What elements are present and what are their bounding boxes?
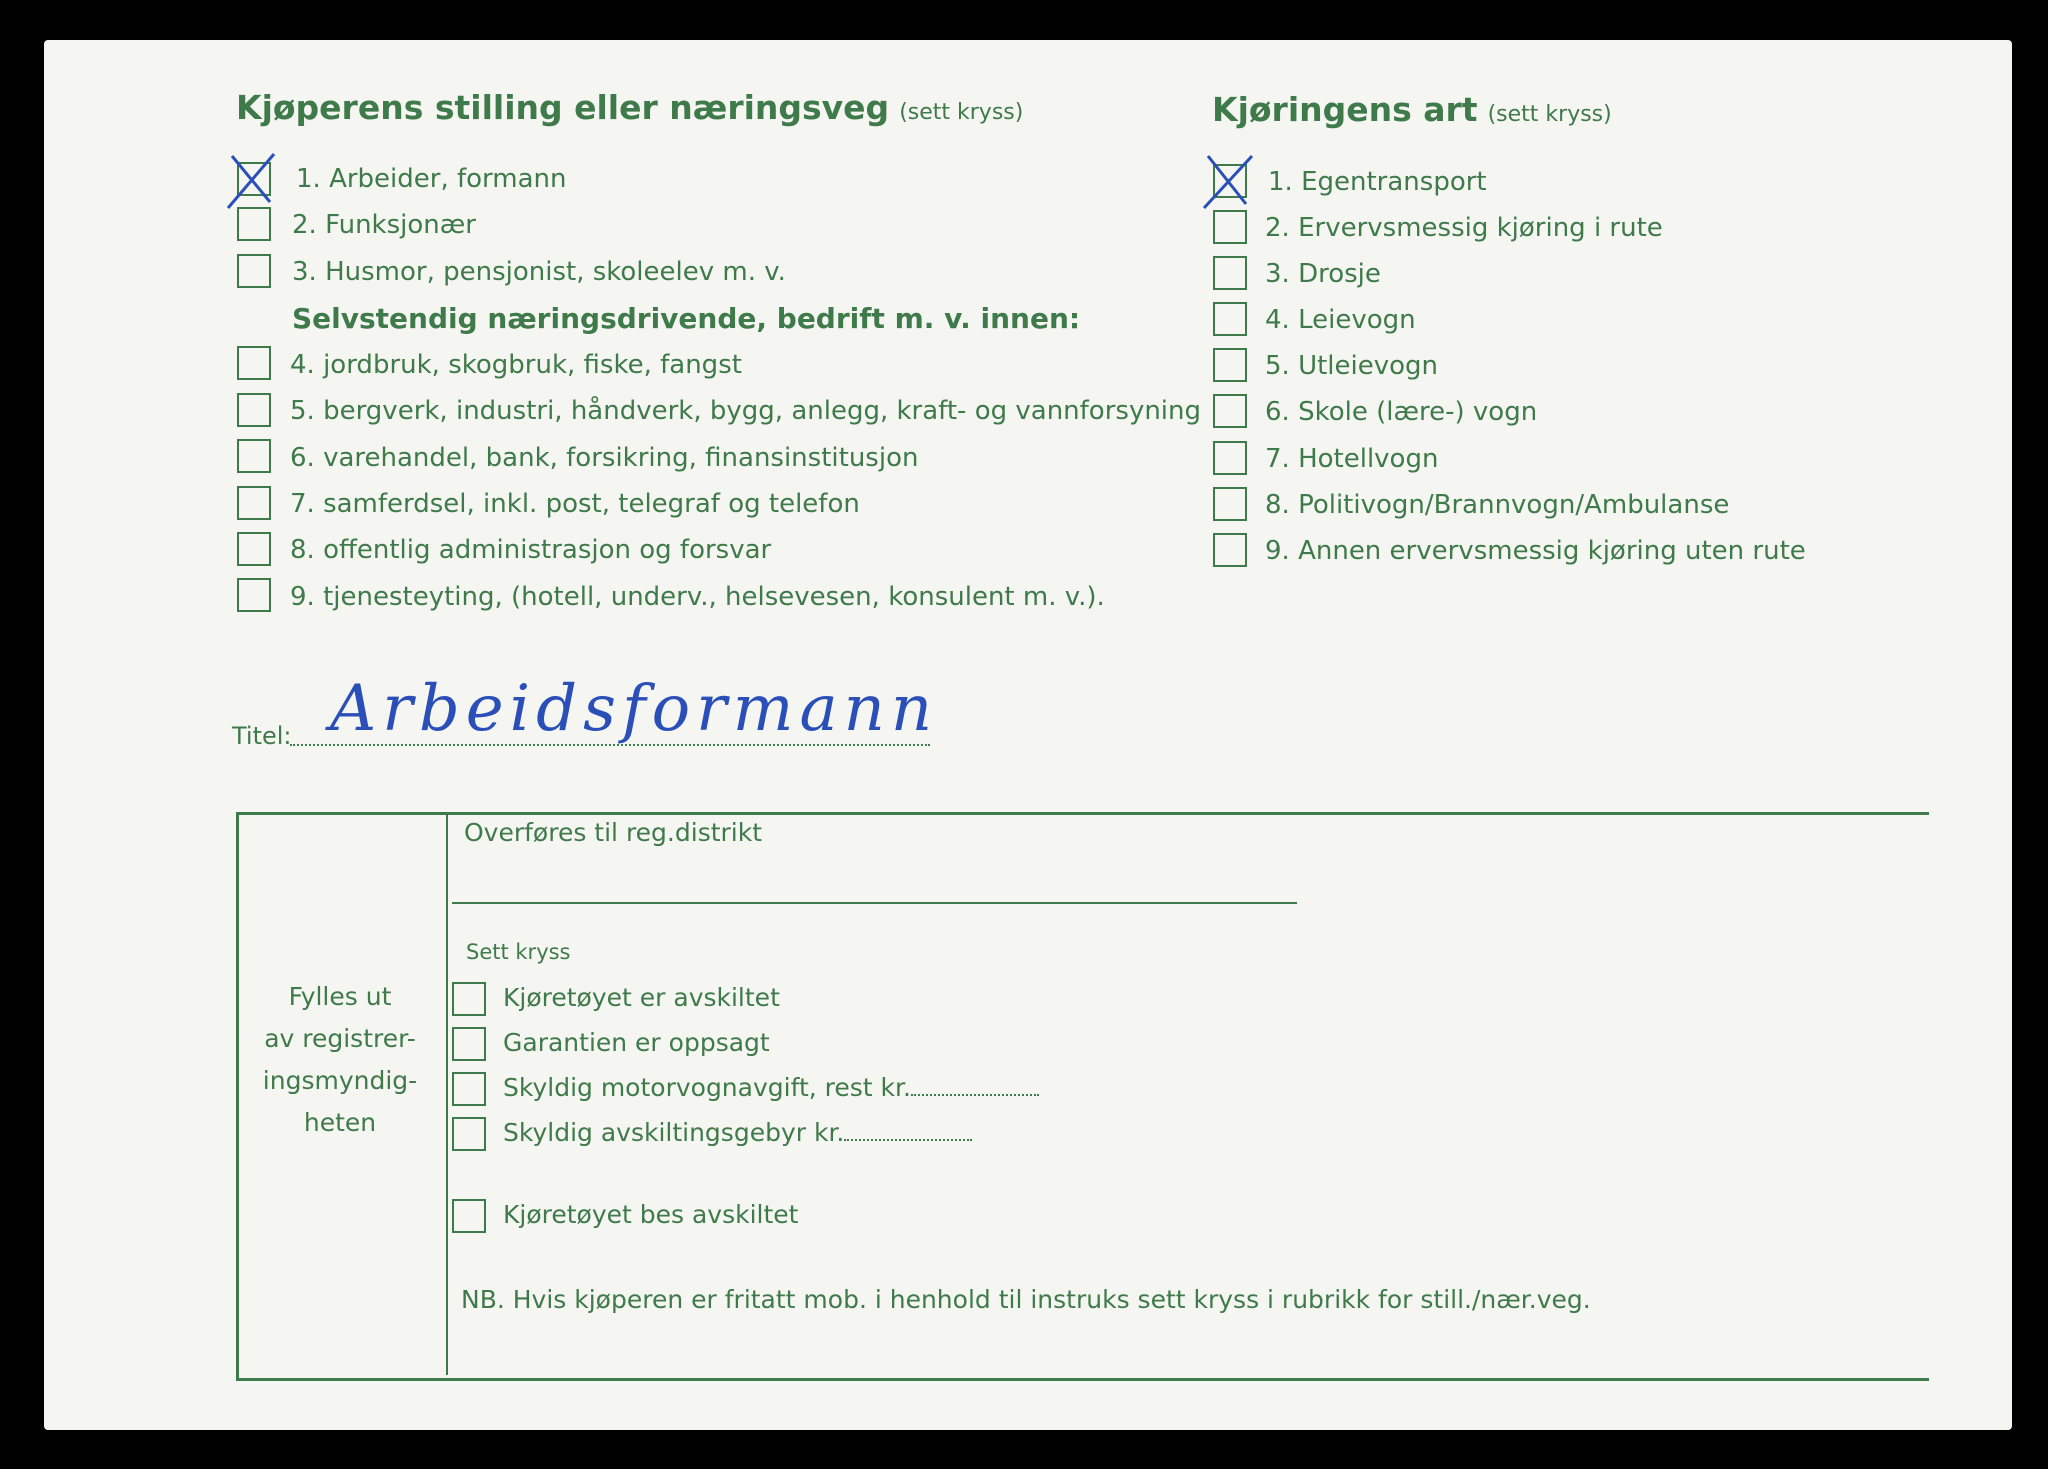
left-heading-text: Kjøperens stilling eller næringsveg	[236, 88, 890, 127]
check-motorvognavgift	[503, 1073, 1039, 1103]
option-leievogn: 4. Leievogn	[1265, 305, 1416, 335]
check-motorvognavgift-label: Skyldig motorvognavgift, rest kr.	[503, 1073, 911, 1102]
transfer-label: Overføres til reg.distrikt	[464, 818, 763, 847]
option-tjenesteyting: 9. tjenesteyting, (hotell, underv., helsevesen, konsulent m. v.).	[290, 582, 1105, 612]
handwritten-cross-icon	[1198, 150, 1258, 210]
check-avskiltingsgebyr-label: Skyldig avskiltingsgebyr kr.	[503, 1118, 845, 1147]
checkbox-funksjonaer[interactable]	[237, 207, 271, 241]
checkbox-offentlig[interactable]	[237, 532, 271, 566]
amount-dotted-line[interactable]	[911, 1094, 1039, 1096]
option-bergverk: 5. bergverk, industri, håndverk, bygg, anlegg, kraft- og vannforsyning	[290, 396, 1202, 426]
check-garantien-label: Garantien er oppsagt	[503, 1028, 770, 1057]
checkbox-bergverk[interactable]	[237, 393, 271, 427]
side-label	[250, 976, 430, 1144]
checkbox-tjenesteyting[interactable]	[237, 578, 271, 612]
option-skolevogn: 6. Skole (lære-) vogn	[1265, 397, 1538, 427]
checkbox-rute[interactable]	[1213, 210, 1247, 244]
right-heading-text: Kjøringens art	[1212, 90, 1478, 129]
option-arbeider: 1. Arbeider, formann	[296, 164, 567, 194]
option-annen: 9. Annen ervervsmessig kjøring uten rute	[1265, 536, 1806, 566]
check-avskiltet-label: Kjøretøyet er avskiltet	[503, 983, 780, 1012]
option-politivogn: 8. Politivogn/Brannvogn/Ambulanse	[1265, 490, 1730, 520]
option-drosje: 3. Drosje	[1265, 259, 1381, 289]
transfer-line[interactable]	[452, 902, 1297, 904]
checkbox-annen[interactable]	[1213, 533, 1247, 567]
titel-handwritten-value[interactable]: Arbeidsformann	[330, 672, 939, 746]
subheading-selvstendig: Selvstendig næringsdrivende, bedrift m. v. innen:	[292, 302, 1081, 335]
option-funksjonaer: 2. Funksjonær	[292, 210, 476, 240]
left-heading	[236, 88, 1023, 127]
checkbox-drosje[interactable]	[1213, 256, 1247, 290]
option-rute: 2. Ervervsmessig kjøring i rute	[1265, 213, 1663, 243]
checkbox-bes-avskiltet[interactable]	[452, 1199, 486, 1233]
amount-dotted-line[interactable]	[844, 1139, 972, 1141]
check-avskiltingsgebyr	[503, 1118, 972, 1148]
side-label-line: heten	[303, 1108, 377, 1137]
checkbox-motorvognavgift[interactable]	[452, 1072, 486, 1106]
right-heading	[1212, 90, 1612, 129]
checkbox-hotellvogn[interactable]	[1213, 441, 1247, 475]
option-varehandel: 6. varehandel, bank, forsikring, finansinstitusjon	[290, 443, 919, 473]
checkbox-avskiltet[interactable]	[452, 982, 486, 1016]
checkbox-politivogn[interactable]	[1213, 487, 1247, 521]
side-label-line: av registrer-	[264, 1024, 416, 1053]
checkbox-jordbruk[interactable]	[237, 346, 271, 380]
option-egentransport: 1. Egentransport	[1268, 167, 1487, 197]
option-husmor: 3. Husmor, pensjonist, skoleelev m. v.	[292, 257, 786, 287]
checkbox-samferdsel[interactable]	[237, 486, 271, 520]
checkbox-utleievogn[interactable]	[1213, 348, 1247, 382]
checkbox-leievogn[interactable]	[1213, 302, 1247, 336]
option-samferdsel: 7. samferdsel, inkl. post, telegraf og telefon	[290, 489, 860, 519]
option-offentlig: 8. offentlig administrasjon og forsvar	[290, 535, 772, 565]
right-heading-note: (sett kryss)	[1487, 102, 1612, 127]
handwritten-cross-icon	[222, 150, 282, 210]
checkbox-varehandel[interactable]	[237, 439, 271, 473]
option-hotellvogn: 7. Hotellvogn	[1265, 444, 1439, 474]
left-heading-note: (sett kryss)	[899, 100, 1024, 125]
side-label-line: Fylles ut	[288, 982, 392, 1011]
checkbox-avskiltingsgebyr[interactable]	[452, 1117, 486, 1151]
option-utleievogn: 5. Utleievogn	[1265, 351, 1439, 381]
check-bes-avskiltet-label: Kjøretøyet bes avskiltet	[503, 1200, 799, 1229]
checkbox-husmor[interactable]	[237, 254, 271, 288]
checkbox-garantien[interactable]	[452, 1027, 486, 1061]
registration-divider	[446, 812, 448, 1375]
nb-note: NB. Hvis kjøperen er fritatt mob. i henhold til instruks sett kryss i rubrikk for still./nær.veg.	[461, 1285, 1591, 1314]
titel-label: Titel:	[232, 722, 292, 750]
sett-kryss-label: Sett kryss	[466, 940, 571, 964]
checkbox-skolevogn[interactable]	[1213, 394, 1247, 428]
side-label-line: ingsmyndig-	[262, 1066, 418, 1095]
option-jordbruk: 4. jordbruk, skogbruk, fiske, fangst	[290, 350, 742, 380]
